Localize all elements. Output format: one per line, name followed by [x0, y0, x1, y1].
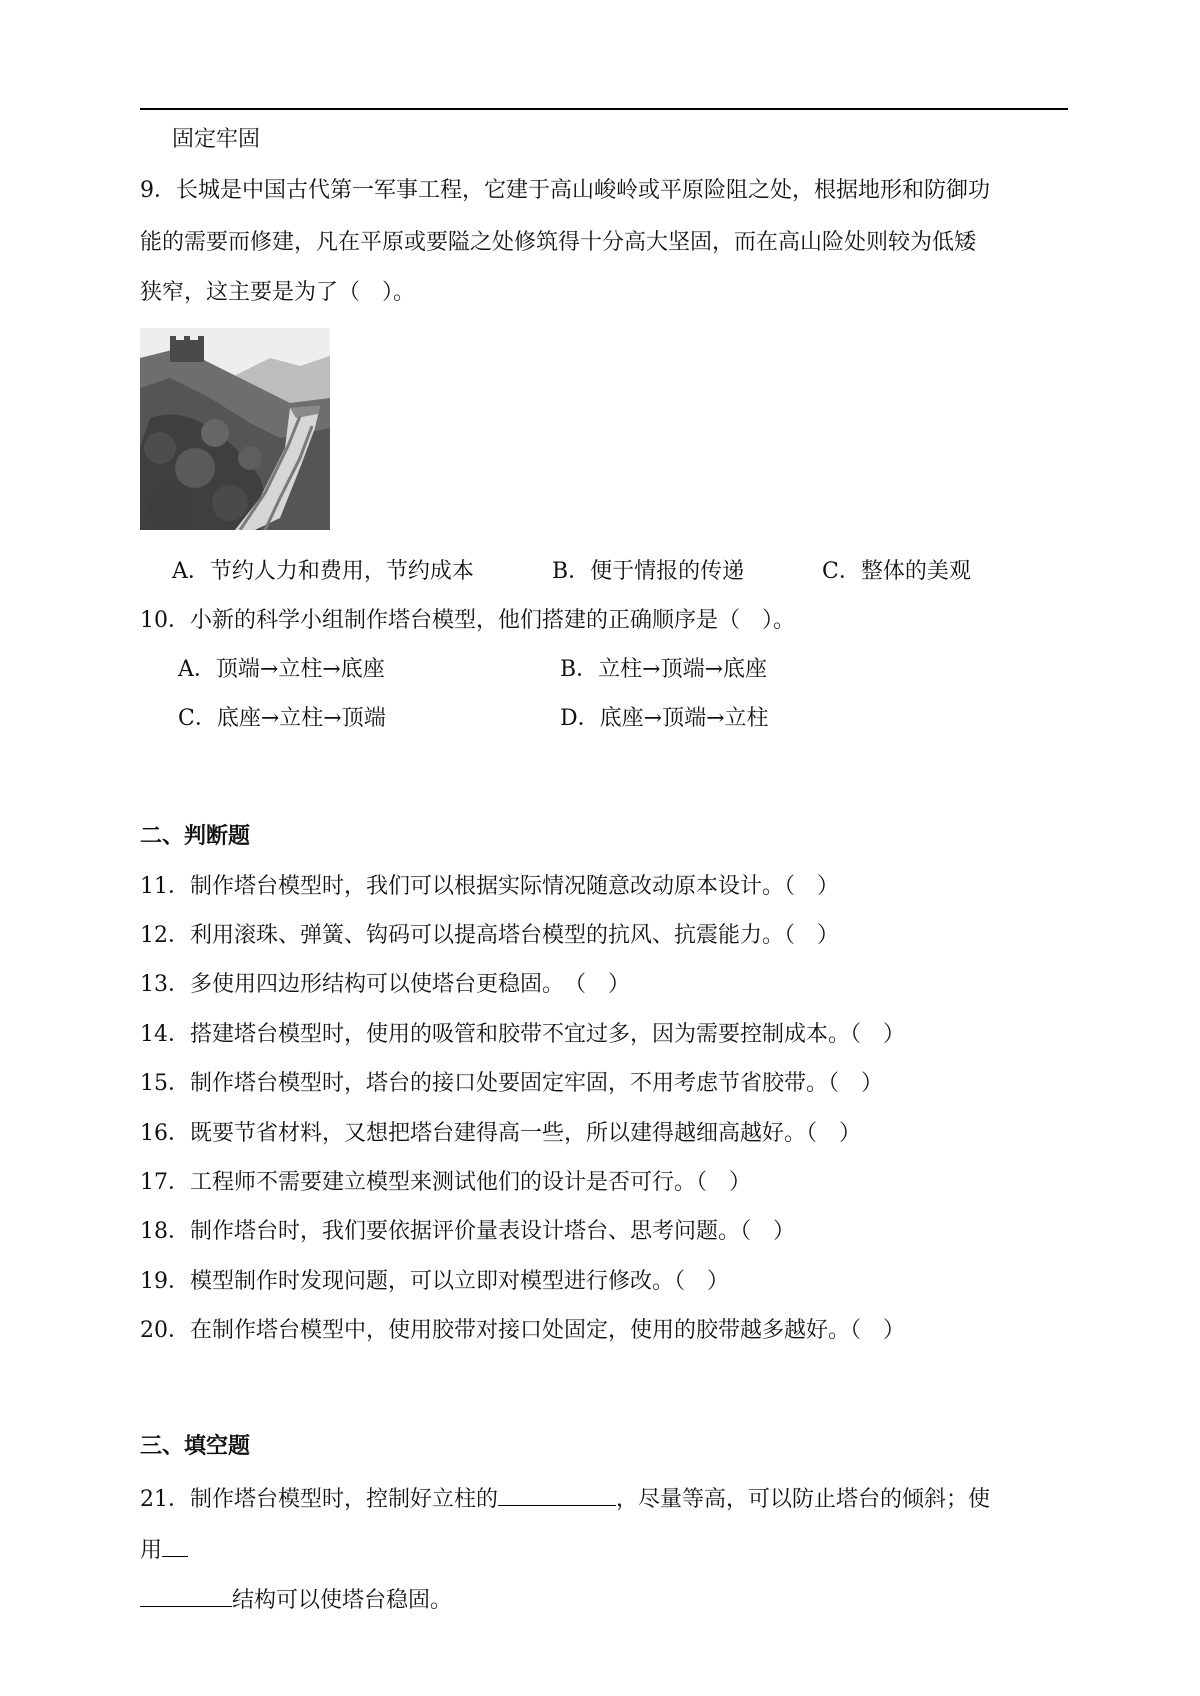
q21-text-part4: 结构可以使塔台稳固。 — [232, 1588, 453, 1613]
q9-stem-line2: 能的需要而修建，凡在平原或要隘之处修筑得十分高大坚固，而在高山险处则较为低矮 — [140, 230, 977, 255]
q10-option-a: A．顶端→立柱→底座 — [178, 657, 385, 682]
q10-option-d: D．底座→顶端→立柱 — [560, 706, 769, 731]
header-rule — [140, 108, 1068, 110]
judge-item-13: 13．多使用四边形结构可以使塔台更稳固。 （ ） — [140, 972, 630, 997]
q8-tail-text: 固定牢固 — [172, 127, 261, 152]
q21-blank-2-start[interactable] — [162, 1534, 188, 1557]
judge-item-20: 20．在制作塔台模型中，使用胶带对接口处固定，使用的胶带越多越好。（ ） — [140, 1318, 905, 1343]
q21-text-part2: ，尽量等高，可以防止塔台的倾斜；使 — [616, 1487, 991, 1512]
q21-text-part1: 21．制作塔台模型时，控制好立柱的 — [140, 1487, 498, 1512]
q9-option-c: C．整体的美观 — [822, 559, 971, 584]
fill-item-21-line2 — [140, 1534, 188, 1566]
judge-item-18: 18．制作塔台时，我们要依据评价量表设计塔台、思考问题。（ ） — [140, 1219, 795, 1244]
q9-option-a: A．节约人力和费用，节约成本 — [172, 559, 474, 584]
q9-stem-line3: 狭窄，这主要是为了（ ）。 — [140, 280, 416, 305]
q21-text-part3: 用 — [140, 1538, 163, 1563]
fill-item-21-line1 — [140, 1483, 990, 1515]
section3-title: 三、填空题 — [140, 1434, 251, 1459]
judge-item-11: 11．制作塔台模型时，我们可以根据实际情况随意改动原本设计。（ ） — [140, 874, 839, 899]
judge-item-19: 19．模型制作时发现问题，可以立即对模型进行修改。（ ） — [140, 1269, 729, 1294]
great-wall-photo — [140, 328, 330, 530]
q9-option-b: B．便于情报的传递 — [552, 559, 745, 584]
section2-title: 二、判断题 — [140, 824, 251, 849]
judge-item-16: 16．既要节省材料，又想把塔台建得高一些，所以建得越细高越好。（ ） — [140, 1121, 861, 1146]
judge-item-17: 17．工程师不需要建立模型来测试他们的设计是否可行。（ ） — [140, 1170, 751, 1195]
q10-stem: 10．小新的科学小组制作塔台模型，他们搭建的正确顺序是（ ）。 — [140, 608, 795, 633]
judge-item-15: 15．制作塔台模型时，塔台的接口处要固定牢固，不用考虑节省胶带。（ ） — [140, 1071, 883, 1096]
q10-option-b: B．立柱→顶端→底座 — [560, 657, 768, 682]
q10-option-c: C．底座→立柱→顶端 — [178, 706, 386, 731]
q9-stem-line1: 9．长城是中国古代第一军事工程，它建于高山峻岭或平原险阻之处，根据地形和防御功 — [140, 178, 990, 203]
judge-item-14: 14．搭建塔台模型时，使用的吸管和胶带不宜过多，因为需要控制成本。（ ） — [140, 1022, 905, 1047]
judge-item-12: 12．利用滚珠、弹簧、钩码可以提高塔台模型的抗风、抗震能力。（ ） — [140, 923, 839, 948]
q21-blank-2-end[interactable] — [140, 1584, 232, 1607]
q21-blank-1[interactable] — [498, 1483, 616, 1506]
fill-item-21-line3 — [140, 1584, 452, 1616]
